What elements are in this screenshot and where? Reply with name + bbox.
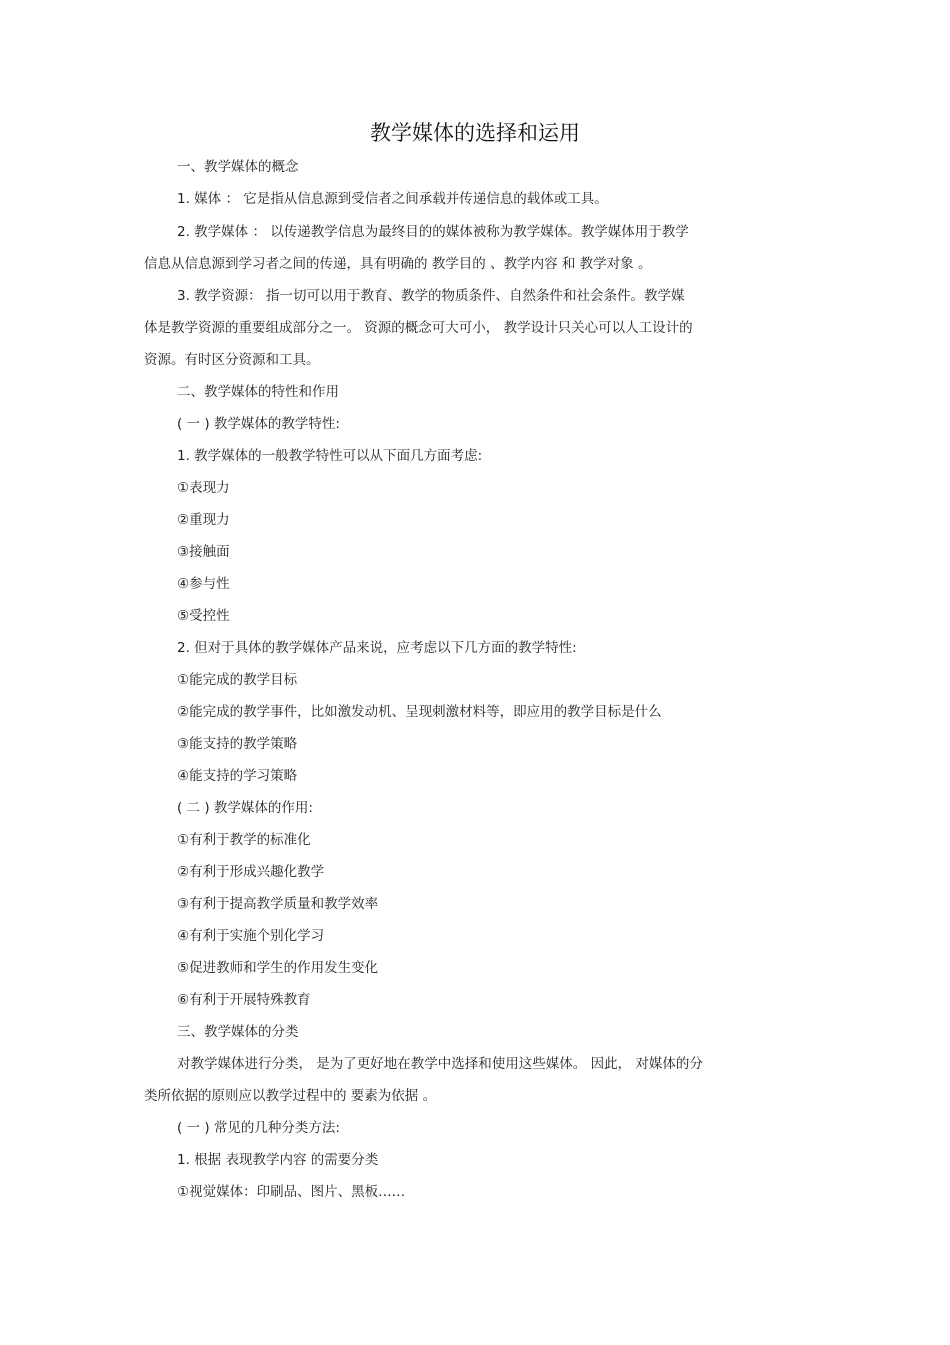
list-item: ②能完成的教学事件，比如激发动机、呈现刺激材料等，即应用的教学目标是什么 <box>177 704 662 720</box>
paragraph-teaching-media-def: 2. 教学媒体 ： 以传递教学信息为最终目的的媒体被称为教学媒体。教学媒体用于教学 <box>177 224 689 240</box>
list-item: ④有利于实施个别化学习 <box>177 928 325 944</box>
section-heading-3: 三、教学媒体的分类 <box>177 1024 299 1040</box>
list-item: ①有利于教学的标准化 <box>177 832 311 848</box>
list-item: ①视觉媒体：印刷品、图片、黑板…… <box>177 1184 406 1200</box>
paragraph-continuation: 资源。有时区分资源和工具。 <box>144 352 320 368</box>
list-item: ③有利于提高教学质量和教学效率 <box>177 896 379 912</box>
section-heading-1: 一、教学媒体的概念 <box>177 159 299 175</box>
paragraph-continuation: 体是教学资源的重要组成部分之一。 资源的概念可大可小， 教学设计只关心可以人工设计的 <box>144 320 693 336</box>
list-heading: 2. 但对于具体的教学媒体产品来说，应考虑以下几方面的教学特性: <box>177 640 577 656</box>
paragraph-classification: 对教学媒体进行分类， 是为了更好地在教学中选择和使用这些媒体。 因此， 对媒体的分 <box>177 1056 703 1072</box>
list-heading: 1. 根据 表现教学内容 的需要分类 <box>177 1152 379 1168</box>
list-item: ⑥有利于开展特殊教育 <box>177 992 311 1008</box>
subsection-heading: ( 一 ) 常见的几种分类方法: <box>177 1120 340 1136</box>
list-item: ④参与性 <box>177 576 230 592</box>
subsection-heading: ( 一 ) 教学媒体的教学特性: <box>177 416 340 432</box>
list-heading: 1. 教学媒体的一般教学特性可以从下面几方面考虑: <box>177 448 483 464</box>
list-item: ①能完成的教学目标 <box>177 672 298 688</box>
list-item: ⑤受控性 <box>177 608 230 624</box>
document-title: 教学媒体的选择和运用 <box>370 121 580 145</box>
paragraph-media-def: 1. 媒体 ： 它是指从信息源到受信者之间承载并传递信息的载体或工具。 <box>177 191 608 207</box>
paragraph-continuation: 类所依据的原则应以教学过程中的 要素为依据 。 <box>144 1088 437 1104</box>
list-item: ②重现力 <box>177 512 230 528</box>
list-item: ③接触面 <box>177 544 230 560</box>
list-item: ②有利于形成兴趣化教学 <box>177 864 325 880</box>
paragraph-resources-def: 3. 教学资源： 指一切可以用于教育、教学的物质条件、自然条件和社会条件。教学媒 <box>177 288 685 304</box>
list-item: ④能支持的学习策略 <box>177 768 298 784</box>
list-item: ③能支持的教学策略 <box>177 736 298 752</box>
list-item: ①表现力 <box>177 480 230 496</box>
list-item: ⑤促进教师和学生的作用发生变化 <box>177 960 379 976</box>
paragraph-continuation: 信息从信息源到学习者之间的传递，具有明确的 教学目的 、教学内容 和 教学对象 。 <box>144 256 652 272</box>
subsection-heading: ( 二 ) 教学媒体的作用: <box>177 800 313 816</box>
section-heading-2: 二、教学媒体的特性和作用 <box>177 384 339 400</box>
